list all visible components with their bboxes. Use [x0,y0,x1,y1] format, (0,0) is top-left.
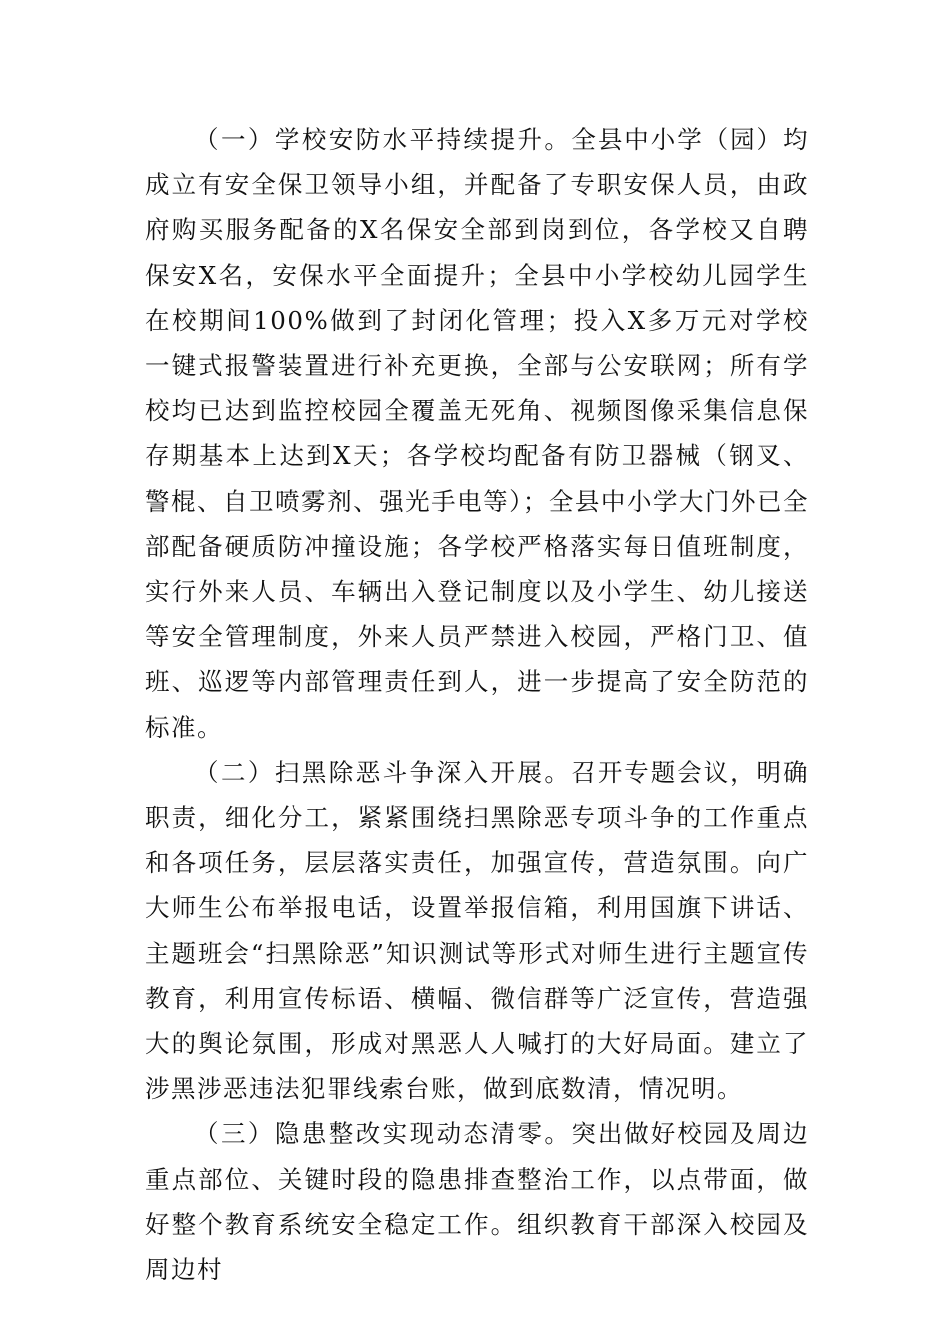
paragraph-hazard-rectification [145,1111,809,1292]
paragraph-body: 全县中小学（园）均成立有安全保卫领导小组，并配备了专职安保人员，由政府购买服务配备的X名保安全部到岗到位，各学校又自聘保安X名，安保水平全面提升；全县中小学校幼儿园学生在校期间100%做到了封闭化管理；投入X多万元对学校一键式报警装置进行补充更换，全部与公安联网；所有学校均已达到监控校园全覆盖无死角、视频图像采集信息保存期基本上达到X天；各学校均配备有防卫器械（钢叉、警棍、自卫喷雾剂、强光手电等）；全县中小学大门外已全部配备硬质防冲撞设施；各学校严格落实每日值班制度，实行外来人员、车辆出入登记制度以及小学生、幼儿接送等安全管理制度，外来人员严禁进入校园，严格门卫、值班、巡逻等内部管理责任到人，进一步提高了安全防范的标准。 [145,125,810,742]
paragraph-school-security [145,117,809,750]
document-page [145,117,809,1292]
paragraph-heading: （二）扫黑除恶斗争深入开展。 [194,757,572,787]
paragraph-body: 召开专题会议，明确职责，细化分工，紧紧围绕扫黑除恶专项斗争的工作重点和各项任务，层层落实责任，加强宣传，营造氛围。向广大师生公布举报电话，设置举报信箱，利用国旗下讲话、主题班会“扫黑除恶”知识测试等形式对师生进行主题宣传教育，利用宣传标语、横幅、微信群等广泛宣传，营造强大的舆论氛围，形成对黑恶人人喊打的大好局面。建立了涉黑涉恶违法犯罪线索台账，做到底数清，情况明。 [145,757,810,1104]
paragraph-anti-crime [145,750,809,1112]
paragraph-heading: （一）学校安防水平持续提升。 [194,125,572,154]
paragraph-body: 突出做好校园及周边重点部位、关键时段的隐患排查整治工作，以点带面，做好整个教育系统安全稳定工作。组织教育干部深入校园及周边村 [145,1119,810,1285]
paragraph-heading: （三）隐患整改实现动态清零。 [194,1119,572,1149]
